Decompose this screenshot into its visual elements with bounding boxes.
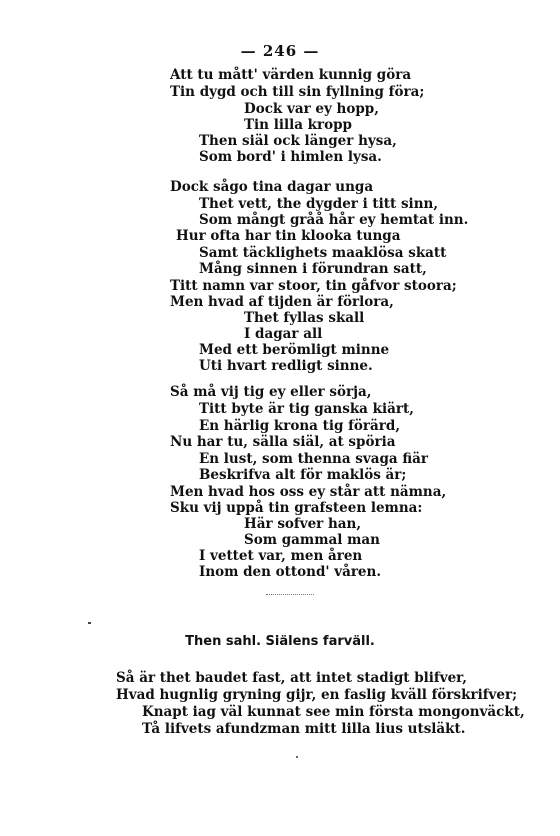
verse-line: Tin lilla kropp xyxy=(244,117,352,133)
ink-speck xyxy=(296,756,298,758)
verse-line: Men hvad hos oss ey står att nämna, xyxy=(170,484,447,500)
verse-line: Inom den ottond' våren. xyxy=(199,564,382,580)
verse-line: Tå lifvets afundzman mitt lilla lius utsläkt. xyxy=(142,721,466,737)
verse-line: Här sofver han, xyxy=(244,516,362,532)
verse-line: Nu har tu, sälla siäl, at spöria xyxy=(170,434,396,450)
verse-line: Som mångt gråå hår ey hemtat inn. xyxy=(199,212,469,228)
poem-heading: Then sahl. Siälens farväll. xyxy=(185,634,375,649)
verse-line: Hur ofta har tin klooka tunga xyxy=(176,228,401,244)
verse-line: Uti hvart redligt sinne. xyxy=(199,358,373,374)
verse-line: Titt byte är tig ganska kiärt, xyxy=(199,401,414,417)
verse-line: Samt täcklighets maaklösa skatt xyxy=(199,245,447,261)
verse-line: Beskrifva alt för maklös är; xyxy=(199,467,407,483)
verse-line: Titt namn var stoor, tin gåfvor stoora; xyxy=(170,278,457,294)
verse-line: Dock var ey hopp, xyxy=(244,101,379,117)
verse-line: Then siäl ock länger hysa, xyxy=(199,133,397,149)
verse-line: Så må vij tig ey eller sörja, xyxy=(170,384,372,400)
verse-line: Men hvad af tijden är förlora, xyxy=(170,294,394,310)
page-number: — 246 — xyxy=(240,42,320,60)
verse-line: Mång sinnen i förundran satt, xyxy=(199,261,427,277)
verse-line: Som bord' i himlen lysa. xyxy=(199,149,382,165)
section-separator xyxy=(266,594,314,595)
verse-line: Knapt iag väl kunnat see min första mongonväckt, xyxy=(142,704,525,720)
verse-line: En lust, som thenna svaga fiär xyxy=(199,451,429,467)
verse-line: Dock sågo tina dagar unga xyxy=(170,179,374,195)
verse-line: Thet vett, the dygder i titt sinn, xyxy=(199,196,439,212)
verse-line: Att tu mått' värden kunnig göra xyxy=(170,67,412,83)
verse-line: I vettet var, men åren xyxy=(199,548,363,564)
verse-line: Så är thet baudet fast, att intet stadigt blifver, xyxy=(116,670,468,686)
verse-line: Med ett berömligt minne xyxy=(199,342,390,358)
verse-line: Thet fyllas skall xyxy=(244,310,365,326)
verse-line: Hvad hugnlig gryning gijr, en faslig kväll förskrifver; xyxy=(116,687,518,703)
verse-line: Som gammal man xyxy=(244,532,380,548)
verse-line: Sku vij uppå tin grafsteen lemna: xyxy=(170,500,423,516)
ink-speck xyxy=(88,622,91,624)
verse-line: I dagar all xyxy=(244,326,323,342)
verse-line: En härlig krona tig förärd, xyxy=(199,418,401,434)
verse-line: Tin dygd och till sin fyllning föra; xyxy=(170,84,425,100)
